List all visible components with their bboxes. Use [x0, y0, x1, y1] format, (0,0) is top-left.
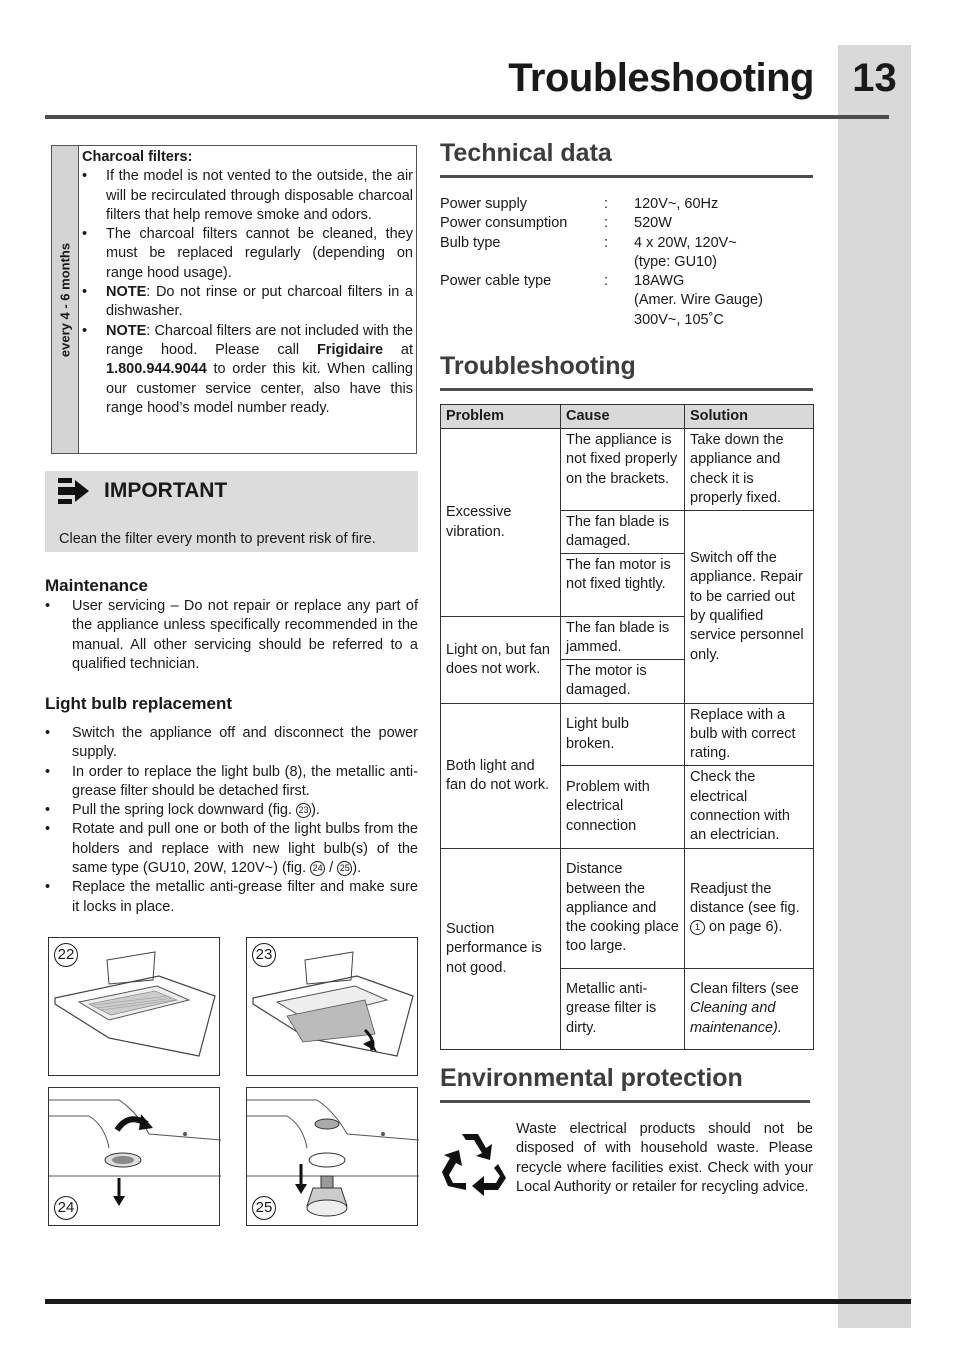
solution-text-part: on page 6).	[705, 919, 783, 936]
environmental-title: Environmental protection	[440, 1064, 743, 1092]
spec-row	[440, 272, 763, 330]
problem-cell: Both light and fan do not work.	[440, 703, 561, 849]
spec-value: 4 x 20W, 120V~ (type: GU10)	[634, 234, 737, 270]
list-item: • Rotate and pull one or both of the light bulbs from the holders and replace with new light bulb(s) of the same type (GU10, 20W, 120V~) (fig. 24 / 25 ).	[45, 821, 418, 877]
solution-text-italic: Cleaning and maintenance).	[690, 1000, 782, 1036]
bulb-steps-list	[45, 724, 418, 917]
spec-separator: :	[604, 196, 609, 212]
solution-cell: Replace with a bulb with correct rating.	[684, 703, 814, 766]
column-header-cause: Cause	[560, 404, 685, 429]
list-item-text: ).	[352, 860, 362, 877]
important-text: Clean the filter every month to prevent risk of fire.	[59, 531, 376, 547]
figure-ref: 25	[337, 861, 352, 876]
list-item: • Replace the metallic anti-grease filter and make sure it locks in place.	[45, 879, 418, 915]
spec-separator: :	[604, 273, 609, 290]
recycle-icon	[440, 1128, 508, 1196]
cause-cell: The fan motor is not fixed tightly.	[560, 553, 685, 617]
troubleshooting-table	[440, 404, 814, 1050]
spec-row	[440, 195, 763, 214]
figure-24	[48, 1087, 220, 1226]
charcoal-content	[82, 148, 413, 418]
technical-data-table	[440, 195, 763, 330]
important-label: IMPORTANT	[104, 479, 228, 502]
figure-23	[246, 937, 418, 1076]
note-label: NOTE	[106, 322, 147, 339]
list-item-text: : Charcoal filters are not included with the range hood. Please call	[106, 322, 413, 358]
list-item-text: /	[325, 860, 338, 877]
column-header-problem: Problem	[440, 404, 561, 429]
figure-ref: 1	[690, 920, 705, 935]
troubleshooting-title: Troubleshooting	[440, 352, 636, 380]
important-box	[45, 471, 418, 552]
list-item: • Pull the spring lock downward (fig. 23 ).	[45, 802, 320, 819]
environmental-text: Waste electrical products should not be disposed of with household waste. Please recycle where facilities exist. Check with your Local Authority or retailer for recycling advice.	[516, 1121, 813, 1195]
figure-25	[246, 1087, 418, 1226]
spec-key: Power supply	[440, 196, 528, 212]
list-item-text: In order to replace the light bulb (8), the metallic anti-grease filter should be detached first.	[72, 763, 418, 799]
spec-separator: :	[604, 215, 609, 232]
problem-cell: Suction performance is not good.	[440, 848, 561, 1050]
list-item-text: Switch the appliance off and disconnect the power supply.	[72, 725, 418, 761]
phone-number: 1.800.944.9044	[106, 361, 207, 378]
spec-value: 520W	[634, 215, 672, 232]
maintenance-list	[45, 597, 418, 674]
figure-number: 25	[252, 1196, 276, 1220]
technical-data-title: Technical data	[440, 139, 612, 167]
charcoal-heading: Charcoal filters:	[82, 149, 193, 165]
section-rule	[440, 388, 813, 391]
problem-cell: Excessive vibration.	[440, 428, 561, 617]
arrow-right-icon	[58, 478, 90, 504]
solution-cell: Take down the appliance and check it is properly fixed.	[684, 428, 814, 511]
bottom-rule	[45, 1299, 911, 1304]
solution-cell: Check the electrical connection with an electrician.	[684, 765, 814, 849]
list-item-text: The charcoal filters cannot be cleaned, they must be replaced regularly (depending on range hood usage).	[106, 226, 413, 281]
list-item: • The charcoal filters cannot be cleaned, they must be replaced regularly (depending on range hood usage).	[82, 226, 413, 281]
list-item: • In order to replace the light bulb (8), the metallic anti-grease filter should be detached first.	[45, 763, 418, 799]
spec-value: 18AWG (Amer. Wire Gauge) 300V~, 105˚C	[634, 273, 763, 328]
maintenance-title: Maintenance	[45, 576, 148, 595]
figure-22	[48, 937, 220, 1076]
charcoal-filters-box	[51, 145, 417, 454]
list-item: • NOTE: Charcoal filters are not included with the range hood. Please call Frigidaire at 1.800.944.9044 to order this kit. When calling our customer service center, also have this range hood’s model number ready.	[82, 322, 413, 416]
cause-cell: Distance between the appliance and the cooking place too large.	[560, 848, 685, 969]
figure-number: 24	[54, 1196, 78, 1220]
page-side-strip	[838, 45, 911, 1328]
solution-text	[690, 980, 808, 1038]
note-label: NOTE	[106, 284, 147, 301]
section-rule	[440, 175, 813, 178]
solution-cell: Switch off the appliance. Repair to be carried out by qualified service personnel only.	[684, 510, 814, 704]
list-item: • NOTE: Do not rinse or put charcoal filters in a dishwasher.	[82, 284, 413, 320]
cause-cell: The fan blade is damaged.	[560, 510, 685, 554]
page-number: 13	[852, 56, 897, 100]
spec-row	[440, 214, 763, 233]
spec-separator: :	[604, 234, 609, 251]
list-item-text: at	[383, 341, 413, 358]
list-item-text: ).	[311, 802, 320, 819]
solution-text-part: Readjust the distance (see fig.	[690, 880, 800, 916]
list-item: • Switch the appliance off and disconnect the power supply.	[45, 725, 418, 761]
solution-cell	[684, 968, 814, 1050]
cause-cell: The fan blade is jammed.	[560, 616, 685, 660]
spec-value: 120V~, 60Hz	[634, 196, 719, 212]
figure-number: 23	[252, 943, 276, 967]
cause-cell: Light bulb broken.	[560, 703, 685, 766]
list-item-text: Pull the spring lock downward (fig.	[72, 802, 297, 819]
spec-key: Power consumption	[440, 215, 568, 232]
bulb-replacement-title: Light bulb replacement	[45, 694, 233, 713]
spec-key: Bulb type	[440, 234, 501, 251]
list-item: • If the model is not vented to the outside, the air will be recirculated through disposable charcoal filters that help remove smoke and odors.	[82, 168, 413, 223]
cause-cell: Metallic anti-grease filter is dirty.	[560, 968, 685, 1050]
cause-cell: Problem with electrical connection	[560, 765, 685, 849]
solution-text-part: Clean filters (see	[690, 981, 799, 998]
spec-key: Power cable type	[440, 273, 552, 290]
list-item-text: : Do not rinse or put charcoal filters in a dishwasher.	[106, 284, 413, 320]
list-item-text: Rotate and pull one or both of the light bulbs from the holders and replace with new light bulb(s) of the same type (GU10, 20W, 120V~) (fig.	[72, 821, 418, 877]
list-item-text: to order this kit. When calling our customer service center, also have this range hood’s model number ready.	[106, 361, 413, 416]
cause-cell: The motor is damaged.	[560, 659, 685, 704]
cause-cell: The appliance is not fixed properly on the brackets.	[560, 428, 685, 511]
list-item-text: If the model is not vented to the outside, the air will be recirculated through disposable charcoal filters that help remove smoke and odors.	[106, 168, 413, 223]
problem-cell: Light on, but fan does not work.	[440, 616, 561, 704]
figure-number: 22	[54, 943, 78, 967]
interval-band	[52, 146, 79, 453]
list-item-text: Replace the metallic anti-grease filter and make sure it locks in place.	[72, 879, 418, 915]
page-title: Troubleshooting	[508, 56, 814, 100]
figure-ref: 23	[296, 803, 311, 818]
section-rule	[440, 1100, 810, 1103]
solution-text	[690, 880, 808, 938]
list-item-text: User servicing – Do not repair or replace any part of the appliance unless specifically recommended in the manual. All other servicing should be referred to a qualified technician.	[72, 598, 418, 672]
column-header-solution: Solution	[684, 404, 814, 429]
title-rule	[45, 115, 889, 119]
interval-label: every 4 - 6 months	[57, 242, 73, 358]
spec-row	[440, 234, 763, 273]
brand-name: Frigidaire	[316, 341, 384, 358]
list-item: • User servicing – Do not repair or replace any part of the appliance unless specifically recommended in the manual. All other servicing should be referred to a qualified technician.	[45, 598, 418, 672]
figure-ref: 24	[310, 861, 325, 876]
solution-cell	[684, 848, 814, 969]
